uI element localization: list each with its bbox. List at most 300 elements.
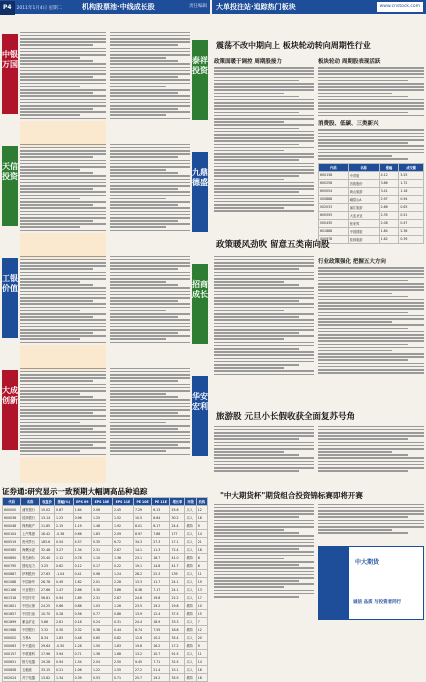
text-line [318, 356, 424, 358]
table-cell: 青岛海尔 [21, 554, 40, 562]
travel-cell: 3.25 [399, 171, 424, 179]
text-line [318, 273, 424, 275]
travel-cell: 3.86 [379, 179, 399, 187]
commentary-text-line [110, 179, 190, 181]
table-cell: 9 [196, 522, 207, 530]
table-cell: 32.48 [40, 546, 55, 554]
table-cell: 国电电力 [21, 562, 40, 570]
commentary-text-line [110, 73, 190, 75]
text-line [214, 435, 314, 437]
table-cell: 0.56 [73, 610, 91, 618]
table-cell: 2.31 [91, 546, 112, 554]
table-cell: 6.13 [152, 506, 170, 514]
table-cell: 0.24 [91, 618, 112, 626]
text-line [318, 315, 424, 317]
table-cell: 17.1 [170, 538, 185, 546]
commentary-text-line [110, 150, 190, 152]
text-line [214, 583, 314, 585]
table-cell: 3.30 [91, 586, 112, 594]
table-row [3, 658, 208, 666]
travel-cell: 桂林旅游 [348, 235, 379, 243]
commentary-text-line [20, 319, 106, 321]
commentary-text-line [20, 54, 106, 56]
table-header-cell: 机构 [196, 498, 207, 506]
text-line [214, 551, 314, 553]
text-line [214, 134, 314, 136]
commentary-text-line [20, 48, 106, 50]
table-cell: 0.87 [55, 506, 74, 514]
table-header-cell: EPS 10E [91, 498, 112, 506]
text-line [318, 296, 408, 298]
text-line [318, 513, 424, 515]
commentary-text-line [20, 422, 80, 424]
text-line [318, 451, 392, 453]
travel-cell: 600258 [319, 179, 349, 187]
text-line [214, 150, 284, 152]
text-line [214, 118, 314, 120]
commentary-text-line [110, 335, 190, 337]
text-line [318, 426, 424, 428]
commentary-text-line [110, 294, 190, 296]
commentary-text-line [20, 428, 93, 430]
table-cell: 16 [196, 514, 207, 522]
table-cell: 0.12 [73, 562, 91, 570]
commentary-text-line [110, 57, 166, 59]
travel-cell: 600138 [319, 171, 349, 179]
table-cell: 27.63 [40, 570, 55, 578]
text-line [318, 324, 424, 326]
text-line [318, 67, 424, 69]
commentary-text-line [20, 223, 106, 225]
text-line [214, 172, 314, 174]
table-cell: 0.86 [112, 610, 133, 618]
commentary-text-line [20, 326, 106, 328]
commentary-text-line [20, 230, 106, 232]
text-line [318, 283, 424, 285]
fund-side-label: 大成创新 [2, 370, 18, 450]
table-cell: 5.86 [40, 618, 55, 626]
table-cell: 2.01 [91, 578, 112, 586]
text-line [214, 539, 314, 541]
text-line [214, 577, 314, 579]
text-line [318, 312, 408, 314]
table-cell: 1.24 [112, 570, 133, 578]
commentary-text-line [20, 191, 106, 193]
text-line [214, 137, 314, 139]
table-cell: 8.64 [152, 514, 170, 522]
text-line [318, 448, 424, 450]
table-cell: 买入 [185, 586, 196, 594]
table-cell: 2.66 [73, 586, 91, 594]
text-line [214, 191, 299, 193]
table-cell: 7.55 [152, 626, 170, 634]
travel-cell: 1.18 [399, 187, 424, 195]
text-line [318, 470, 408, 472]
commentary-text-line [110, 377, 190, 379]
commentary-text-line [20, 281, 80, 283]
text-line [214, 516, 299, 518]
table-cell: 买入 [185, 634, 196, 642]
text-line [318, 445, 424, 447]
commentary-text-line [20, 377, 106, 379]
table-cell: 35.4 [170, 634, 185, 642]
commentary-text-line [20, 111, 106, 113]
fund-commentary-left [20, 254, 106, 360]
table-cell: 91.5 [170, 650, 185, 658]
text-line [318, 331, 424, 333]
commentary-text-line [20, 198, 80, 200]
table-cell: 买入 [185, 514, 196, 522]
table-cell: 17.96 [40, 650, 55, 658]
commentary-text-line [20, 220, 93, 222]
commentary-text-line [110, 412, 178, 414]
commentary-text-line [20, 454, 106, 456]
text-line [214, 108, 314, 110]
commentary-text-line [20, 406, 106, 408]
commentary-text-line [110, 338, 166, 340]
table-cell: 5.35 [91, 538, 112, 546]
table-row [3, 538, 208, 546]
table-cell: 0.49 [55, 578, 74, 586]
text-line [318, 152, 424, 154]
table-cell: 23.5 [133, 602, 151, 610]
commentary-text-line [20, 272, 106, 274]
travel-row [319, 219, 424, 227]
fund-name-label: 华安宏利 [192, 376, 208, 456]
table-cell: 13 [196, 586, 207, 594]
commentary-text-line [20, 51, 106, 53]
commentary-text-line [20, 329, 106, 331]
commentary-text-line [20, 179, 106, 181]
table-cell: 2.31 [91, 594, 112, 602]
commentary-text-line [110, 303, 190, 305]
table-cell: 18.8 [170, 626, 185, 634]
text-line [318, 108, 424, 110]
table-cell: 000002 [3, 634, 21, 642]
table-row [3, 666, 208, 674]
text-line [214, 297, 314, 299]
commentary-text-line [110, 409, 190, 411]
commentary-text-line [20, 335, 106, 337]
table-cell: 浦发银行 [21, 506, 40, 514]
commentary-text-line [20, 307, 106, 309]
table-cell: 13.62 [40, 674, 55, 682]
text-line [214, 345, 314, 347]
text-line [214, 265, 314, 267]
table-cell: 0.39 [73, 674, 91, 682]
text-line [214, 131, 314, 133]
table-header-cell: EPS 11E [112, 498, 133, 506]
table-cell: 9.45 [133, 658, 151, 666]
bottom-right-headline: "中大期货杯"期货组合投资锦标赛即将开赛 [220, 491, 363, 500]
text-line [318, 529, 392, 531]
table-cell: 3.94 [55, 650, 74, 658]
table-row [3, 546, 208, 554]
table-cell: 13.9 [133, 610, 151, 618]
article-1-subhead-1: 政策面暖于调控 周期股接力 [214, 59, 282, 65]
text-line [318, 286, 424, 288]
text-line [214, 128, 299, 130]
text-line [214, 272, 314, 274]
travel-cell: 000430 [319, 219, 349, 227]
table-cell: 伊利股份 [21, 570, 40, 578]
commentary-text-line [20, 73, 106, 75]
article-2-col-1 [214, 254, 314, 404]
commentary-text-line [110, 201, 190, 203]
commentary-text-line [110, 319, 190, 321]
table-cell: 16.2 [152, 642, 170, 650]
travel-cell: 丽江旅游 [348, 203, 379, 211]
commentary-text-line [20, 338, 80, 340]
commentary-text-line [20, 70, 106, 72]
table-cell: 2.06 [91, 506, 112, 514]
text-line [214, 442, 314, 444]
table-cell: 11.7 [152, 578, 170, 586]
table-cell: 11 [196, 570, 207, 578]
commentary-text-line [110, 297, 190, 299]
text-line [318, 280, 408, 282]
text-line [214, 590, 314, 592]
text-line [318, 526, 424, 528]
table-cell: 0.71 [73, 650, 91, 658]
commentary-text-line [110, 406, 190, 408]
text-line [214, 140, 314, 142]
text-line [214, 284, 299, 286]
table-cell: 中国太保 [21, 602, 40, 610]
table-cell: 600585 [3, 546, 21, 554]
text-line [214, 467, 314, 469]
text-line [214, 169, 314, 171]
travel-cell: 0.51 [399, 211, 424, 219]
text-line [214, 303, 314, 305]
commentary-text-line [110, 399, 190, 401]
commentary-text-line [20, 441, 106, 443]
text-line [214, 545, 314, 547]
table-cell: 买入 [185, 618, 196, 626]
text-line [214, 278, 314, 280]
commentary-text-line [110, 217, 190, 219]
table-cell: 8.74 [133, 626, 151, 634]
table-cell: 1.36 [91, 650, 112, 658]
table-cell: 2.15 [55, 522, 74, 530]
text-line [318, 359, 408, 361]
table-row [3, 674, 208, 682]
table-cell: 600000 [3, 506, 21, 514]
text-line [214, 96, 299, 98]
text-line [214, 67, 314, 69]
text-line [214, 367, 284, 369]
commentary-text-line [20, 384, 106, 386]
text-line [318, 353, 424, 355]
commentary-text-line [110, 230, 190, 232]
travel-row [319, 235, 424, 243]
commentary-text-line [110, 284, 178, 286]
highlight-note-box [20, 457, 106, 483]
commentary-text-line [110, 438, 190, 440]
travel-cell: 600054 [319, 187, 349, 195]
commentary-text-line [20, 262, 106, 264]
commentary-text-line [110, 329, 190, 331]
table-row [3, 642, 208, 650]
commentary-text-line [110, 256, 190, 258]
commentary-text-line [20, 342, 106, 344]
travel-cell: 首旅股份 [348, 179, 379, 187]
text-line [214, 364, 299, 366]
commentary-text-line [110, 188, 178, 190]
travel-row [319, 203, 424, 211]
commentary-text-line [110, 191, 190, 193]
table-cell: 1.48 [91, 522, 112, 530]
text-line [214, 70, 314, 72]
text-line [318, 83, 424, 85]
commentary-text-line [110, 262, 190, 264]
table-cell: 24.6 [133, 594, 151, 602]
text-line [214, 504, 314, 506]
fund-commentary-right [110, 142, 190, 248]
table-cell: 2.87 [112, 594, 133, 602]
commentary-text-line [110, 454, 190, 456]
commentary-text-line [20, 156, 93, 158]
commentary-text-line [20, 41, 106, 43]
commentary-text-line [110, 310, 166, 312]
table-cell: 14.1 [133, 546, 151, 554]
commentary-text-line [110, 63, 190, 65]
travel-table-body [319, 171, 424, 243]
table-cell: 0.38 [91, 626, 112, 634]
table-header-cell: PE 10E [133, 498, 151, 506]
text-line [318, 102, 424, 104]
text-line [214, 429, 314, 431]
text-line [318, 507, 424, 509]
text-line [318, 80, 408, 82]
article-1-col-1 [214, 54, 314, 234]
commentary-text-line [20, 214, 106, 216]
text-line [214, 182, 314, 184]
table-cell: 6.72 [112, 538, 133, 546]
commentary-text-line [110, 368, 190, 370]
text-line [318, 438, 408, 440]
text-line [214, 332, 299, 334]
commentary-text-line [20, 393, 80, 395]
table-header-cell: 名称 [21, 498, 40, 506]
commentary-text-line [110, 281, 166, 283]
table-row [3, 634, 208, 642]
issue-date: 2011年1月4日 星期二 [16, 6, 63, 11]
commentary-text-line [110, 38, 190, 40]
table-cell: 7.17 [152, 586, 170, 594]
table-cell: 6.17 [152, 522, 170, 530]
text-line [214, 281, 284, 283]
commentary-text-line [110, 166, 190, 168]
table-cell: 20 [196, 634, 207, 642]
table-cell: 1.34 [55, 674, 74, 682]
commentary-text-line [110, 51, 190, 53]
text-line [318, 302, 424, 304]
table-cell: 1.62 [73, 578, 91, 586]
table-cell: 0.22 [112, 562, 133, 570]
table-cell: 1.83 [112, 642, 133, 650]
commentary-text-line [110, 265, 190, 267]
text-line [318, 532, 408, 534]
travel-cell: 中国国旅 [348, 227, 379, 235]
table-cell: 27.3 [152, 538, 170, 546]
table-cell: 中国神华 [21, 578, 40, 586]
commentary-text-line [110, 99, 190, 101]
commentary-text-line [20, 201, 106, 203]
travel-cell: 张家界 [348, 219, 379, 227]
table-cell: 601857 [3, 610, 21, 618]
text-line [318, 136, 424, 138]
article-1-subhead-3: 消费股、低碳、三类新兴 [318, 121, 379, 128]
table-row [3, 610, 208, 618]
text-line [318, 155, 392, 157]
table-cell: 21 [196, 538, 207, 546]
table-cell: 1.55 [112, 666, 133, 674]
commentary-text-line [110, 422, 166, 424]
table-header-cell: 评级 [185, 498, 196, 506]
text-line [214, 558, 284, 560]
commentary-text-line [20, 188, 93, 190]
commentary-text-line [110, 89, 190, 91]
commentary-text-line [110, 223, 190, 225]
table-cell: 6 [196, 562, 207, 570]
table-cell: 格力电器 [21, 658, 40, 666]
fund-name-label: 九鼎德盛 [192, 152, 208, 232]
table-cell: 15.1 [170, 666, 185, 674]
text-line [214, 520, 314, 522]
site-logo: www.cnstock.com [377, 2, 423, 12]
table-cell: 600795 [3, 562, 21, 570]
table-cell: 2.45 [112, 506, 133, 514]
table-cell: 21.4 [152, 666, 170, 674]
text-line [318, 158, 408, 160]
table-cell: 24.1 [170, 586, 185, 594]
travel-cell: 大连圣亚 [348, 211, 379, 219]
table-cell: 1.50 [91, 642, 112, 650]
table-cell: 28.2 [133, 570, 151, 578]
table-cell: 18.9 [152, 618, 170, 626]
commentary-text-line [20, 403, 106, 405]
table-cell: 0.62 [55, 562, 74, 570]
table-cell: 0.94 [55, 594, 74, 602]
table-cell: 4.57 [73, 538, 91, 546]
commentary-text-line [20, 294, 106, 296]
text-line [318, 369, 424, 371]
editor-note: 责任编辑 [189, 4, 207, 9]
commentary-text-line [20, 275, 106, 277]
table-cell: 41.7 [170, 562, 185, 570]
text-line [318, 99, 424, 101]
commentary-text-line [20, 399, 106, 401]
table-cell: 12.4 [152, 610, 170, 618]
table-cell: 中国银行 [21, 626, 40, 634]
table-cell: -0.36 [55, 530, 74, 538]
commentary-text-line [110, 175, 190, 177]
text-line [214, 198, 314, 200]
commentary-text-line [110, 220, 178, 222]
table-cell: 139 [170, 570, 185, 578]
table-cell: 19.2 [152, 674, 170, 682]
commentary-text-line [20, 419, 106, 421]
table-cell: 增持 [185, 642, 196, 650]
commentary-text-line [110, 163, 190, 165]
table-row [3, 594, 208, 602]
commentary-text-line [110, 67, 190, 69]
text-line [214, 323, 314, 325]
table-cell: -1.04 [55, 570, 74, 578]
commentary-text-line [110, 371, 190, 373]
commentary-text-line [110, 160, 190, 162]
